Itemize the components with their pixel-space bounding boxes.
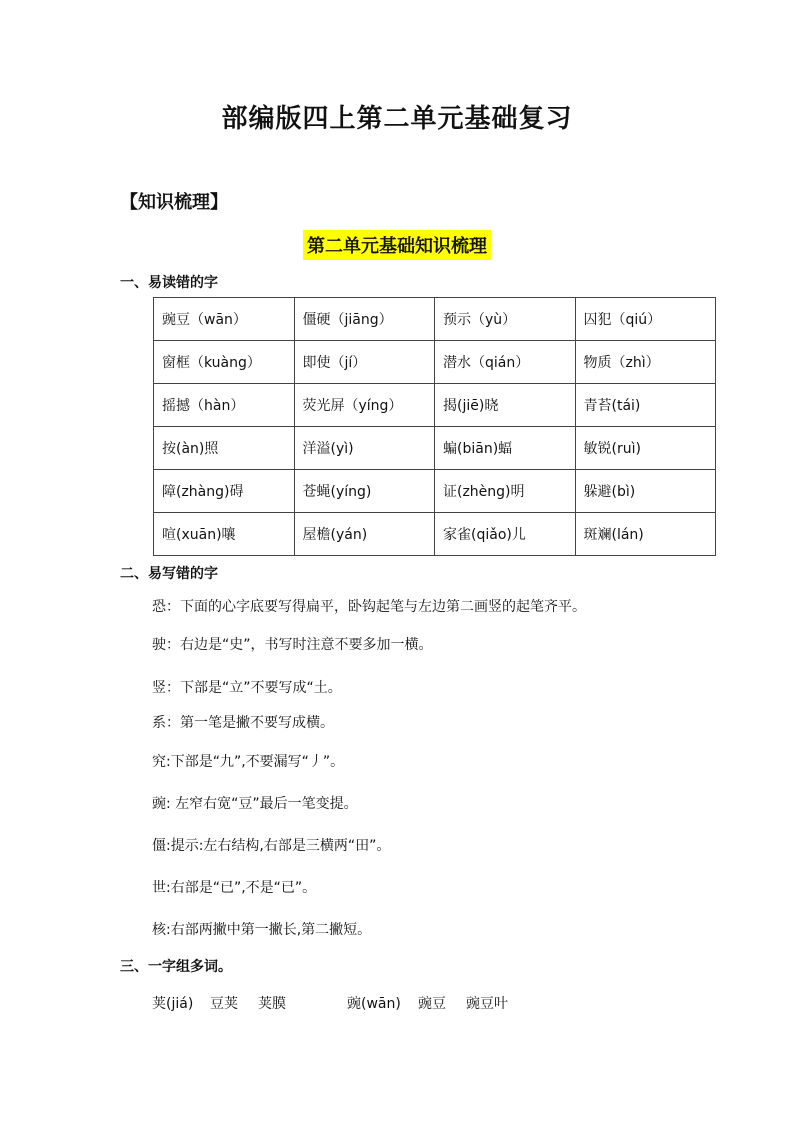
table-cell: 潜水（qián） [435, 341, 576, 384]
combo-char: 豌(wān) [347, 996, 401, 1012]
table-cell: 蝙(biān)蝠 [435, 427, 576, 470]
table-cell: 物质（zhì） [575, 341, 716, 384]
table-row [154, 513, 716, 556]
table-cell: 洋溢(yì) [294, 427, 435, 470]
table-row [154, 384, 716, 427]
section3-heading: 三、一字组多词。 [120, 959, 232, 975]
writing-note: 僵:提示:左右结构,右部是三横两“田”。 [152, 838, 391, 854]
pinyin-table [153, 297, 716, 556]
table-cell: 按(àn)照 [154, 427, 295, 470]
highlighted-subtitle: 第二单元基础知识梳理 [303, 230, 491, 260]
section2-heading: 二、易写错的字 [120, 566, 218, 582]
table-cell: 揭(jiē)晓 [435, 384, 576, 427]
table-cell: 窗框（kuàng） [154, 341, 295, 384]
section1-heading: 一、易读错的字 [120, 275, 218, 291]
section-tag: 【知识梳理】 [120, 192, 228, 213]
table-row [154, 470, 716, 513]
combo-word: 豌豆 [418, 996, 446, 1012]
table-cell: 喧(xuān)嚷 [154, 513, 295, 556]
table-cell: 敏锐(ruì) [575, 427, 716, 470]
writing-note: 恐：下面的心字底要写得扁平，卧钩起笔与左边第二画竖的起笔齐平。 [152, 599, 586, 615]
table-cell: 青苔(tái) [575, 384, 716, 427]
table-cell: 苍蝇(yíng) [294, 470, 435, 513]
table-cell: 荧光屏（yíng） [294, 384, 435, 427]
writing-note: 豌: 左窄右宽“豆”最后一笔变提。 [152, 796, 358, 812]
writing-note: 驶：右边是“史”，书写时注意不要多加一横。 [152, 637, 433, 653]
page-title: 部编版四上第二单元基础复习 [221, 104, 573, 134]
table-cell: 僵硬（jiāng） [294, 298, 435, 341]
writing-note: 竖：下部是“立”不要写成“土。 [152, 680, 342, 696]
table-row [154, 341, 716, 384]
subtitle-wrap [0, 230, 794, 260]
table-cell: 证(zhèng)明 [435, 470, 576, 513]
combo-word: 荚膜 [258, 996, 286, 1012]
writing-note: 世:右部是“已”,不是“已”。 [152, 880, 317, 896]
table-row [154, 427, 716, 470]
writing-note: 系：第一笔是撇不要写成横。 [152, 715, 334, 731]
table-cell: 斑斓(lán) [575, 513, 716, 556]
table-cell: 预示（yù） [435, 298, 576, 341]
table-cell: 障(zhàng)碍 [154, 470, 295, 513]
table-cell: 躲避(bì) [575, 470, 716, 513]
combo-char: 荚(jiá) [152, 996, 194, 1012]
table-cell: 囚犯（qiú） [575, 298, 716, 341]
combo-word: 豌豆叶 [466, 996, 508, 1012]
writing-note: 究:下部是“九”,不要漏写“丿”。 [152, 754, 345, 770]
table-cell: 豌豆（wān） [154, 298, 295, 341]
table-row [154, 298, 716, 341]
table-cell: 即使（jí） [294, 341, 435, 384]
writing-note: 核:右部两撇中第一撇长,第二撇短。 [152, 922, 372, 938]
table-cell: 摇撼（hàn） [154, 384, 295, 427]
table-cell: 屋檐(yán) [294, 513, 435, 556]
table-cell: 家雀(qiǎo)儿 [435, 513, 576, 556]
combo-word: 豆荚 [210, 996, 238, 1012]
